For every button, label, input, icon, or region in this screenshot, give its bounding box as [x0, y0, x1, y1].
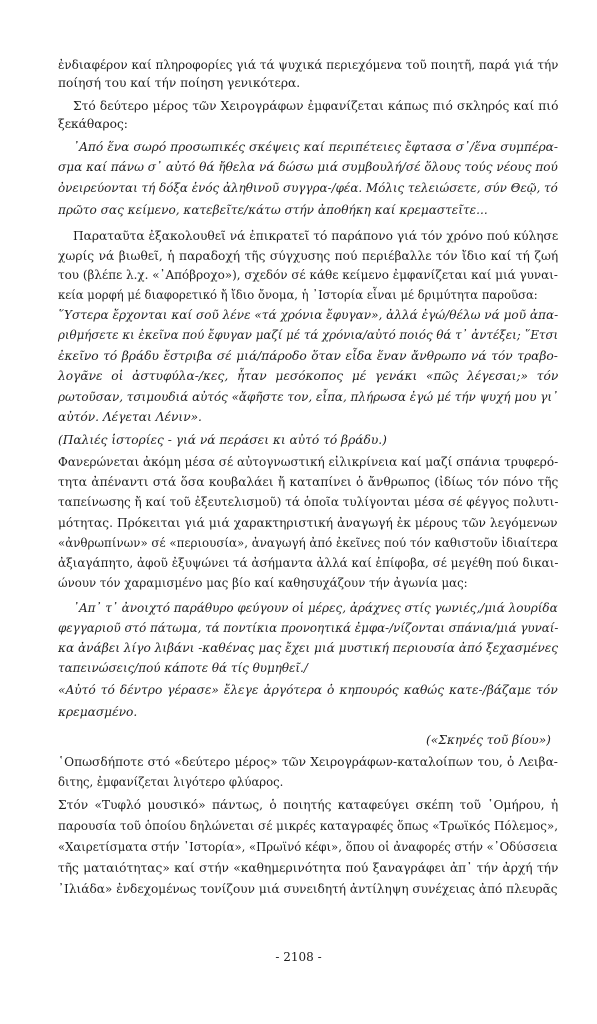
text-line: Παραταῦτα ἐξακολουθεῖ νά ἐπικρατεῖ τό παράπονο γιά τόν χρόνο πού κύλησε — [73, 229, 559, 243]
text-line: ώνουν τόν χαραμισμένο μας βίο καί καθησυχάζουν τήν ἀγωνία μας: — [58, 576, 468, 590]
text-line: τῆς ματαιότητας» καί στήν «καθημερινότητα πού ξαναγράφει ἀπ᾿ τήν ἀρχή τήν — [58, 861, 559, 875]
text-line: ῾Οπωσδήποτε στό «δεύτερο μέρος» τῶν Χειρογράφων-καταλοίπων του, ὁ Λειβα- — [58, 755, 558, 769]
text-line: φεγγαριοῦ στό πάτωμα, τά ποντίκια προνοητικά ἐμφα-/νίζονται σπάνια/μιά γυναί- — [58, 621, 559, 635]
text-line: ᾿Απ᾿ τ᾿ ἀνοιχτό παράθυρο φεύγουν οἱ μέρες, ἀράχνες στίς γωνιές,/μιά λουρίδα — [73, 601, 558, 615]
page-number: - 2108 - — [275, 950, 322, 964]
text-line: μότητας. Πρόκειται γιά μιά χαρακτηριστική ἀναγωγή ἐκ μέρους τῶν λεγόμενων — [58, 516, 558, 530]
text-line: κεία μορφή μέ διαφορετικό ἤ ἴδιο ὄνομα, ἡ ᾿Ιστορία εἶναι μέ δριμύτητα παροῦσα: — [58, 288, 538, 302]
text-line: κα ἀνάβει λίγο λιβάνι -καθένας μας ἔχει μιά μυστική περιουσία ἀπό ξεχασμένες — [58, 641, 559, 655]
text-line: Στόν «Τυφλό μουσικό» πάντως, ὁ ποιητής καταφεύγει σκέπη τοῦ ῾Ομήρου, ἡ — [58, 798, 559, 812]
text-line: λογᾶνε οἱ ἀστυφύλα-/κες, ἦταν μεσόκοπος μέ γενάκι «πῶς λέγεσαι;» τόν — [58, 369, 559, 383]
text-line: ριθμήσετε κι ἐκεῖνα πού ἔφυγαν μαζί μέ τά χρόνια/αὐτό ποιός θά τ᾿ ἀντέξει; ῞Ετσι — [58, 328, 559, 342]
text-line: «ἀνθρωπίνων» σέ «περιουσία», ἀναγωγή ἀπό ἐκεῖνες πού τόν καθιστοῦν ἰδιαίτερα — [58, 536, 558, 550]
text-line: χωρίς νά βιωθεῖ, ἡ παραδοχή τῆς σύγχυσης πού περιέβαλλε τόν ἴδιο καί τή ζωή — [58, 249, 559, 263]
text-line: (Παλιές ἱστορίες - γιά νά περάσει κι αὐτό τό βράδυ.) — [58, 433, 387, 447]
text-line: ὀνειρεύονται τή δόξα ἑνός ἀληθινοῦ συγγρα-/φέα. Μόλις τελειώσετε, σύν Θεῷ, τό — [58, 181, 558, 195]
text-line: ρωτοῦσαν, τσιμουδιά αὐτός «ἄφῆστε τον, εἶπα, πλήρωσα ἐγώ μέ τήν ψυχή μου γι᾿ — [58, 390, 559, 404]
text-line: Στό δεύτερο μέρος τῶν Χειρογράφων ἐμφανίζεται κάπως πιό σκληρός καί πιό — [73, 99, 559, 113]
text-line: τητα ἀπέναντι στά ὅσα κουβαλάει ἤ καταπίνει ὁ ἄνθρωπος (ἰδίως τόν πόνο τῆς — [58, 475, 559, 489]
text-line: «Αὐτό τό δέντρο γέρασε» ἔλεγε ἀργότερα ὁ κηπουρός καθώς κατε-/βάζαμε τόν — [58, 683, 558, 697]
text-line: («Σκηνές τοῦ βίου») — [426, 733, 551, 747]
text-line: ξεκάθαρος: — [58, 117, 128, 131]
text-line: Φανερώνεται ἀκόμη μέσα σέ αὐτογνωστική εἰλικρίνεια καί μαζί σπάνια τρυφερό- — [58, 455, 559, 469]
text-line: ᾿Από ἕνα σωρό προσωπικές σκέψεις καί περιπέτειες ἔφτασα σ᾿/ἕνα συμπέρα- — [73, 140, 558, 154]
text-line: σμα καί πάνω σ᾿ αὐτό θά ἤθελα νά δώσω μιά συμβουλή/σέ ὅλους τούς νέους πού — [58, 160, 558, 174]
text-line: «Χαιρετίσματα στήν ᾿Ιστορία», «Πρωϊνό κέφι», ὅπου οἱ ἀναφορές στήν «᾿Οδύσσεια — [58, 840, 558, 854]
text-line: ἐκεῖνο τό βράδυ ἔστριβα σέ μιά/πάροδο ὅταν εἶδα ἕναν ἄνθρωπο νά τόν τραβο- — [58, 349, 558, 363]
text-line: του (βλέπε λ.χ. «᾿Απόβροχο»), σχεδόν σέ κάθε κείμενο ἐμφανίζεται καί μιά γυναι- — [58, 268, 558, 282]
text-line: παρουσία τοῦ ὁποίου δηλώνεται σέ μικρές καταγραφές ὅπως «Τρωϊκός Πόλεμος», — [58, 819, 559, 833]
text-line: ῞Υστερα ἔρχονται καί σοῦ λένε «τά χρόνια ἔφυγαν», ἀλλά ἐγώ/θέλω νά μοῦ ἀπα- — [58, 308, 559, 322]
text-line: ἐνδιαφέρον καί πληροφορίες γιά τά ψυχικά περιεχόμενα τοῦ ποιητῆ, παρά γιά τήν — [58, 58, 559, 72]
text-line: ᾿Ιλιάδα» ἐνδεχομένως τονίζουν μιά συνειδητή ἀντίληψη συνέχειας ἀπό πλευρᾶς — [58, 882, 558, 896]
text-line: ποίησή του καί τήν ποίηση γενικότερα. — [58, 76, 301, 90]
text-line: ἀξιαγάπητο, ἀφοῦ ἐξυψώνει τά ἀσήμαντα ἀλλά καί ἐπίφοβα, σέ μεγέθη πού δικαι- — [58, 556, 559, 570]
text-line: πρῶτο σας κείμενο, κατεβεῖτε/κάτω στήν ἀποθήκη καί κρεμαστεῖτε... — [58, 203, 488, 217]
text-line: ταπεινώσεις/πού κάποτε θά τίς θυμηθεῖ./ — [58, 661, 308, 675]
text-line: κρεμασμένο. — [58, 705, 138, 719]
text-line: διτης, ἐμφανίζεται λιγότερο φλύαρος. — [58, 775, 284, 789]
text-line: ταπείνωσης ἤ καί τοῦ ἐξευτελισμοῦ) τά ὁποῖα τυλίγονται μέσα σέ φέγγος πολυτι- — [58, 495, 559, 509]
text-line: αὐτόν. Λέγεται Λένιν». — [58, 410, 202, 424]
